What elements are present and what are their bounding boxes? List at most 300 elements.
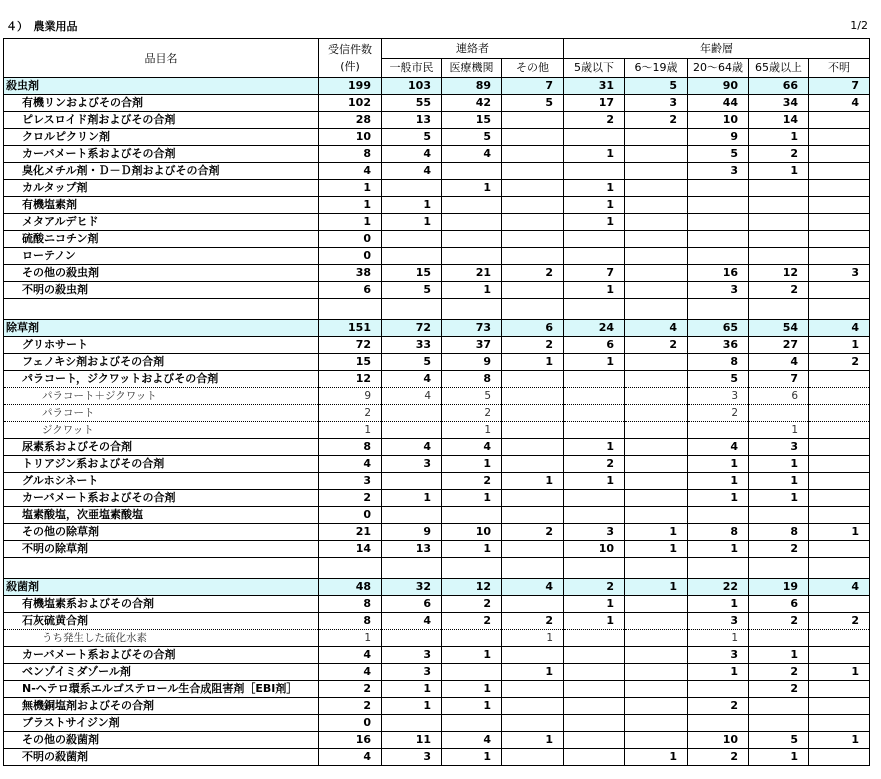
row-value <box>809 146 870 163</box>
row-value: 1 <box>564 197 625 214</box>
row-name: N-ヘテロ環系エルゴステロール生合成阻害剤［EBI剤］ <box>4 681 319 698</box>
row-value <box>564 490 625 507</box>
row-value: 103 <box>382 78 442 95</box>
row-value: 2 <box>625 112 688 129</box>
spacer-cell <box>442 558 502 579</box>
row-value: 1 <box>319 422 382 439</box>
row-value <box>809 596 870 613</box>
row-value: 2 <box>502 613 564 630</box>
row-value <box>502 112 564 129</box>
row-value: 1 <box>749 422 809 439</box>
row-value <box>809 180 870 197</box>
table-row <box>4 265 870 282</box>
row-value <box>502 422 564 439</box>
row-value: 1 <box>749 473 809 490</box>
row-value: 1 <box>502 630 564 647</box>
row-value: 4 <box>319 749 382 766</box>
contact-group-header: 連絡者 <box>382 39 564 59</box>
row-value <box>382 715 442 732</box>
row-name: メタアルデヒド <box>4 214 319 231</box>
row-value <box>442 507 502 524</box>
category-row <box>4 579 870 596</box>
row-value <box>625 371 688 388</box>
item-name-header: 品目名 <box>4 39 319 78</box>
row-value <box>564 129 625 146</box>
row-value: 3 <box>688 163 749 180</box>
row-name: 塩素酸塩，次亜塩素酸塩 <box>4 507 319 524</box>
row-name: 除草剤 <box>4 320 319 337</box>
spacer-cell <box>442 299 502 320</box>
row-value <box>749 630 809 647</box>
row-value: 13 <box>382 112 442 129</box>
row-value: 21 <box>319 524 382 541</box>
row-value: 4 <box>382 613 442 630</box>
row-value: 36 <box>688 337 749 354</box>
spacer-cell <box>4 299 319 320</box>
row-value <box>749 180 809 197</box>
spacer-row <box>4 299 870 320</box>
row-value <box>442 231 502 248</box>
row-value <box>625 180 688 197</box>
row-value: 2 <box>319 698 382 715</box>
row-value: 1 <box>749 647 809 664</box>
row-value: 5 <box>688 371 749 388</box>
row-value <box>688 248 749 265</box>
row-value: 3 <box>319 473 382 490</box>
row-name: ジクワット <box>4 422 319 439</box>
table-row <box>4 664 870 681</box>
spacer-cell <box>319 558 382 579</box>
row-value <box>688 681 749 698</box>
row-value: 27 <box>749 337 809 354</box>
spacer-cell <box>382 558 442 579</box>
row-value: 4 <box>319 163 382 180</box>
col-age-20-64: 20～64歳 <box>688 59 749 78</box>
row-value: 1 <box>625 749 688 766</box>
row-value: 2 <box>688 405 749 422</box>
sub-item-row <box>4 405 870 422</box>
row-name: ブラストサイジン剤 <box>4 715 319 732</box>
row-value <box>502 180 564 197</box>
row-value <box>625 456 688 473</box>
row-value: 42 <box>442 95 502 112</box>
row-value: 4 <box>809 320 870 337</box>
table-row <box>4 163 870 180</box>
row-value: 1 <box>688 664 749 681</box>
row-value <box>564 163 625 180</box>
row-value: 8 <box>319 596 382 613</box>
row-value: 2 <box>749 681 809 698</box>
row-value: 12 <box>749 265 809 282</box>
sub-item-row <box>4 388 870 405</box>
row-value: 1 <box>749 456 809 473</box>
table-row <box>4 647 870 664</box>
row-value: 2 <box>502 337 564 354</box>
row-value: 16 <box>688 265 749 282</box>
row-value <box>809 473 870 490</box>
row-value: 90 <box>688 78 749 95</box>
row-value <box>809 422 870 439</box>
row-value: 3 <box>382 456 442 473</box>
row-value: 1 <box>564 180 625 197</box>
received-count-header <box>319 39 382 78</box>
row-value: 1 <box>749 749 809 766</box>
row-value: 1 <box>625 579 688 596</box>
row-value <box>749 405 809 422</box>
row-name: 臭化メチル剤・Ｄ－Ｄ剤およびその合剤 <box>4 163 319 180</box>
row-name: パラコート＋ジクワット <box>4 388 319 405</box>
row-value: 4 <box>382 146 442 163</box>
row-value: 8 <box>319 146 382 163</box>
row-value: 2 <box>625 337 688 354</box>
row-value: 8 <box>688 354 749 371</box>
row-name: 殺菌剤 <box>4 579 319 596</box>
table-row <box>4 456 870 473</box>
table-row <box>4 507 870 524</box>
row-value <box>809 439 870 456</box>
spacer-cell <box>4 558 319 579</box>
row-value: 28 <box>319 112 382 129</box>
row-value: 7 <box>564 265 625 282</box>
row-value <box>625 405 688 422</box>
row-value <box>564 664 625 681</box>
row-value: 2 <box>809 354 870 371</box>
col-age-6-19: 6～19歳 <box>625 59 688 78</box>
row-value: 4 <box>319 456 382 473</box>
row-value: 1 <box>749 129 809 146</box>
row-value: 1 <box>749 163 809 180</box>
row-value: 19 <box>749 579 809 596</box>
sub-item-row <box>4 630 870 647</box>
row-value: 38 <box>319 265 382 282</box>
table-row <box>4 95 870 112</box>
row-value: 2 <box>319 681 382 698</box>
row-value <box>625 163 688 180</box>
row-value <box>625 681 688 698</box>
row-value: 1 <box>442 681 502 698</box>
row-value <box>809 197 870 214</box>
spacer-cell <box>809 299 870 320</box>
row-value: 4 <box>809 95 870 112</box>
row-value <box>564 371 625 388</box>
row-value: 1 <box>564 282 625 299</box>
row-value <box>502 388 564 405</box>
table-row <box>4 282 870 299</box>
row-value <box>625 439 688 456</box>
row-value: 8 <box>319 613 382 630</box>
row-value <box>564 681 625 698</box>
row-name: その他の殺菌剤 <box>4 732 319 749</box>
spacer-cell <box>625 558 688 579</box>
row-value: 2 <box>319 490 382 507</box>
row-value: 151 <box>319 320 382 337</box>
row-value <box>564 248 625 265</box>
row-value <box>749 214 809 231</box>
row-value: 1 <box>564 613 625 630</box>
row-value: 54 <box>749 320 809 337</box>
row-value: 89 <box>442 78 502 95</box>
row-value <box>809 231 870 248</box>
row-value: 3 <box>688 647 749 664</box>
row-value: 1 <box>442 647 502 664</box>
table-row <box>4 214 870 231</box>
row-value: 0 <box>319 248 382 265</box>
row-value <box>382 630 442 647</box>
table-row <box>4 732 870 749</box>
row-value: 17 <box>564 95 625 112</box>
row-value <box>625 630 688 647</box>
row-value <box>442 163 502 180</box>
row-value <box>809 282 870 299</box>
row-value: 2 <box>319 405 382 422</box>
row-value: 22 <box>688 579 749 596</box>
row-value: 2 <box>688 698 749 715</box>
row-value <box>809 112 870 129</box>
row-value: 1 <box>502 354 564 371</box>
agri-products-table <box>3 38 870 766</box>
row-value: 8 <box>688 524 749 541</box>
spacer-cell <box>382 299 442 320</box>
row-value <box>625 282 688 299</box>
category-row <box>4 78 870 95</box>
row-value: 4 <box>442 439 502 456</box>
row-value <box>809 388 870 405</box>
row-value: 1 <box>442 422 502 439</box>
table-row <box>4 129 870 146</box>
row-value <box>382 248 442 265</box>
row-value: 3 <box>809 265 870 282</box>
received-count-label: 受信件数 <box>328 43 372 56</box>
col-age-under-5: 5歳以下 <box>564 59 625 78</box>
row-value <box>564 715 625 732</box>
row-value <box>809 698 870 715</box>
row-value: 4 <box>502 579 564 596</box>
row-value <box>502 541 564 558</box>
row-value: 5 <box>382 354 442 371</box>
row-value: 1 <box>564 354 625 371</box>
row-value: 1 <box>319 180 382 197</box>
row-value: 3 <box>625 95 688 112</box>
row-value: 16 <box>319 732 382 749</box>
row-value: 2 <box>564 456 625 473</box>
row-value: 4 <box>382 388 442 405</box>
spacer-cell <box>749 558 809 579</box>
row-value <box>502 507 564 524</box>
row-value: 1 <box>382 197 442 214</box>
row-value <box>502 647 564 664</box>
row-value <box>502 698 564 715</box>
row-name: 尿素系およびその合剤 <box>4 439 319 456</box>
row-value: 1 <box>809 732 870 749</box>
spacer-cell <box>688 558 749 579</box>
row-value: 3 <box>564 524 625 541</box>
row-value <box>809 214 870 231</box>
row-value <box>442 715 502 732</box>
spacer-cell <box>319 299 382 320</box>
row-value <box>625 732 688 749</box>
row-value: 9 <box>442 354 502 371</box>
row-value: 2 <box>564 112 625 129</box>
row-value <box>564 388 625 405</box>
row-value: 1 <box>564 146 625 163</box>
row-value <box>749 507 809 524</box>
row-value <box>564 507 625 524</box>
col-age-unknown: 不明 <box>809 59 870 78</box>
row-value: 2 <box>688 749 749 766</box>
row-value: 2 <box>749 664 809 681</box>
row-value <box>688 231 749 248</box>
row-value: 5 <box>382 129 442 146</box>
row-value <box>625 613 688 630</box>
row-value: 5 <box>625 78 688 95</box>
row-value <box>625 354 688 371</box>
row-value: 7 <box>749 371 809 388</box>
row-value: 2 <box>442 473 502 490</box>
row-value <box>625 715 688 732</box>
row-name: その他の除草剤 <box>4 524 319 541</box>
row-value: 4 <box>382 439 442 456</box>
row-value <box>625 422 688 439</box>
row-value: 10 <box>319 129 382 146</box>
spacer-cell <box>809 558 870 579</box>
row-value <box>809 163 870 180</box>
row-value: 1 <box>564 214 625 231</box>
row-value: 10 <box>564 541 625 558</box>
row-value: 12 <box>319 371 382 388</box>
row-value: 14 <box>749 112 809 129</box>
row-value: 9 <box>688 129 749 146</box>
table-row <box>4 681 870 698</box>
row-value: 1 <box>502 664 564 681</box>
row-value: 2 <box>749 282 809 299</box>
row-value <box>625 129 688 146</box>
row-value <box>564 630 625 647</box>
row-value: 3 <box>382 647 442 664</box>
spacer-cell <box>625 299 688 320</box>
row-value: 15 <box>319 354 382 371</box>
row-value: 6 <box>749 596 809 613</box>
row-value <box>564 422 625 439</box>
table-body <box>4 78 870 766</box>
row-value <box>382 507 442 524</box>
row-value: 1 <box>442 490 502 507</box>
row-value <box>502 681 564 698</box>
row-value: 4 <box>382 163 442 180</box>
row-value: 4 <box>442 732 502 749</box>
row-name: うち発生した硫化水素 <box>4 630 319 647</box>
row-value <box>625 214 688 231</box>
row-value: 2 <box>442 405 502 422</box>
row-value <box>382 231 442 248</box>
row-value: 4 <box>319 664 382 681</box>
row-name: 不明の殺菌剤 <box>4 749 319 766</box>
table-row <box>4 248 870 265</box>
row-value: 2 <box>502 524 564 541</box>
row-value <box>382 422 442 439</box>
spacer-cell <box>564 299 625 320</box>
row-value <box>502 371 564 388</box>
row-value: 1 <box>442 698 502 715</box>
row-value <box>625 664 688 681</box>
row-value <box>564 231 625 248</box>
row-value <box>809 456 870 473</box>
row-value: 11 <box>382 732 442 749</box>
row-value <box>625 596 688 613</box>
row-value: 7 <box>809 78 870 95</box>
row-value: 1 <box>502 732 564 749</box>
spacer-cell <box>688 299 749 320</box>
row-value: 2 <box>749 146 809 163</box>
row-value <box>442 630 502 647</box>
row-value <box>625 197 688 214</box>
row-value: 1 <box>382 698 442 715</box>
table-row <box>4 596 870 613</box>
row-name: トリアジン系およびその合剤 <box>4 456 319 473</box>
row-value: 66 <box>749 78 809 95</box>
row-value <box>688 507 749 524</box>
row-value: 1 <box>688 473 749 490</box>
row-value <box>809 630 870 647</box>
row-value <box>809 490 870 507</box>
row-value: 5 <box>442 388 502 405</box>
row-value: 1 <box>688 596 749 613</box>
row-value <box>564 749 625 766</box>
row-value: 1 <box>502 473 564 490</box>
row-value: 6 <box>319 282 382 299</box>
row-value: 5 <box>688 146 749 163</box>
row-value: 9 <box>382 524 442 541</box>
row-value <box>625 647 688 664</box>
row-value <box>625 231 688 248</box>
row-value: 4 <box>625 320 688 337</box>
row-value <box>502 715 564 732</box>
row-value <box>749 231 809 248</box>
row-name: 殺虫剤 <box>4 78 319 95</box>
spacer-cell <box>564 558 625 579</box>
received-count-unit: (件) <box>340 60 360 73</box>
row-value: 1 <box>442 749 502 766</box>
row-name: ローテノン <box>4 248 319 265</box>
row-value: 37 <box>442 337 502 354</box>
row-value: 1 <box>564 439 625 456</box>
row-value <box>749 248 809 265</box>
col-medical-institution: 医療機関 <box>442 59 502 78</box>
table-row <box>4 698 870 715</box>
row-value: 72 <box>382 320 442 337</box>
row-value: 8 <box>442 371 502 388</box>
row-value: 1 <box>809 524 870 541</box>
table-row <box>4 146 870 163</box>
row-value: 32 <box>382 579 442 596</box>
category-row <box>4 320 870 337</box>
row-value: 6 <box>382 596 442 613</box>
row-value <box>809 507 870 524</box>
row-value: 13 <box>382 541 442 558</box>
row-value: 1 <box>442 456 502 473</box>
row-value: 0 <box>319 715 382 732</box>
table-row <box>4 749 870 766</box>
row-value: 7 <box>502 78 564 95</box>
row-value: 10 <box>442 524 502 541</box>
row-value <box>502 456 564 473</box>
row-value <box>625 248 688 265</box>
row-value: 72 <box>319 337 382 354</box>
row-value: 9 <box>319 388 382 405</box>
row-value: 1 <box>625 524 688 541</box>
row-value <box>502 146 564 163</box>
row-value: 3 <box>382 749 442 766</box>
row-value: 1 <box>688 630 749 647</box>
